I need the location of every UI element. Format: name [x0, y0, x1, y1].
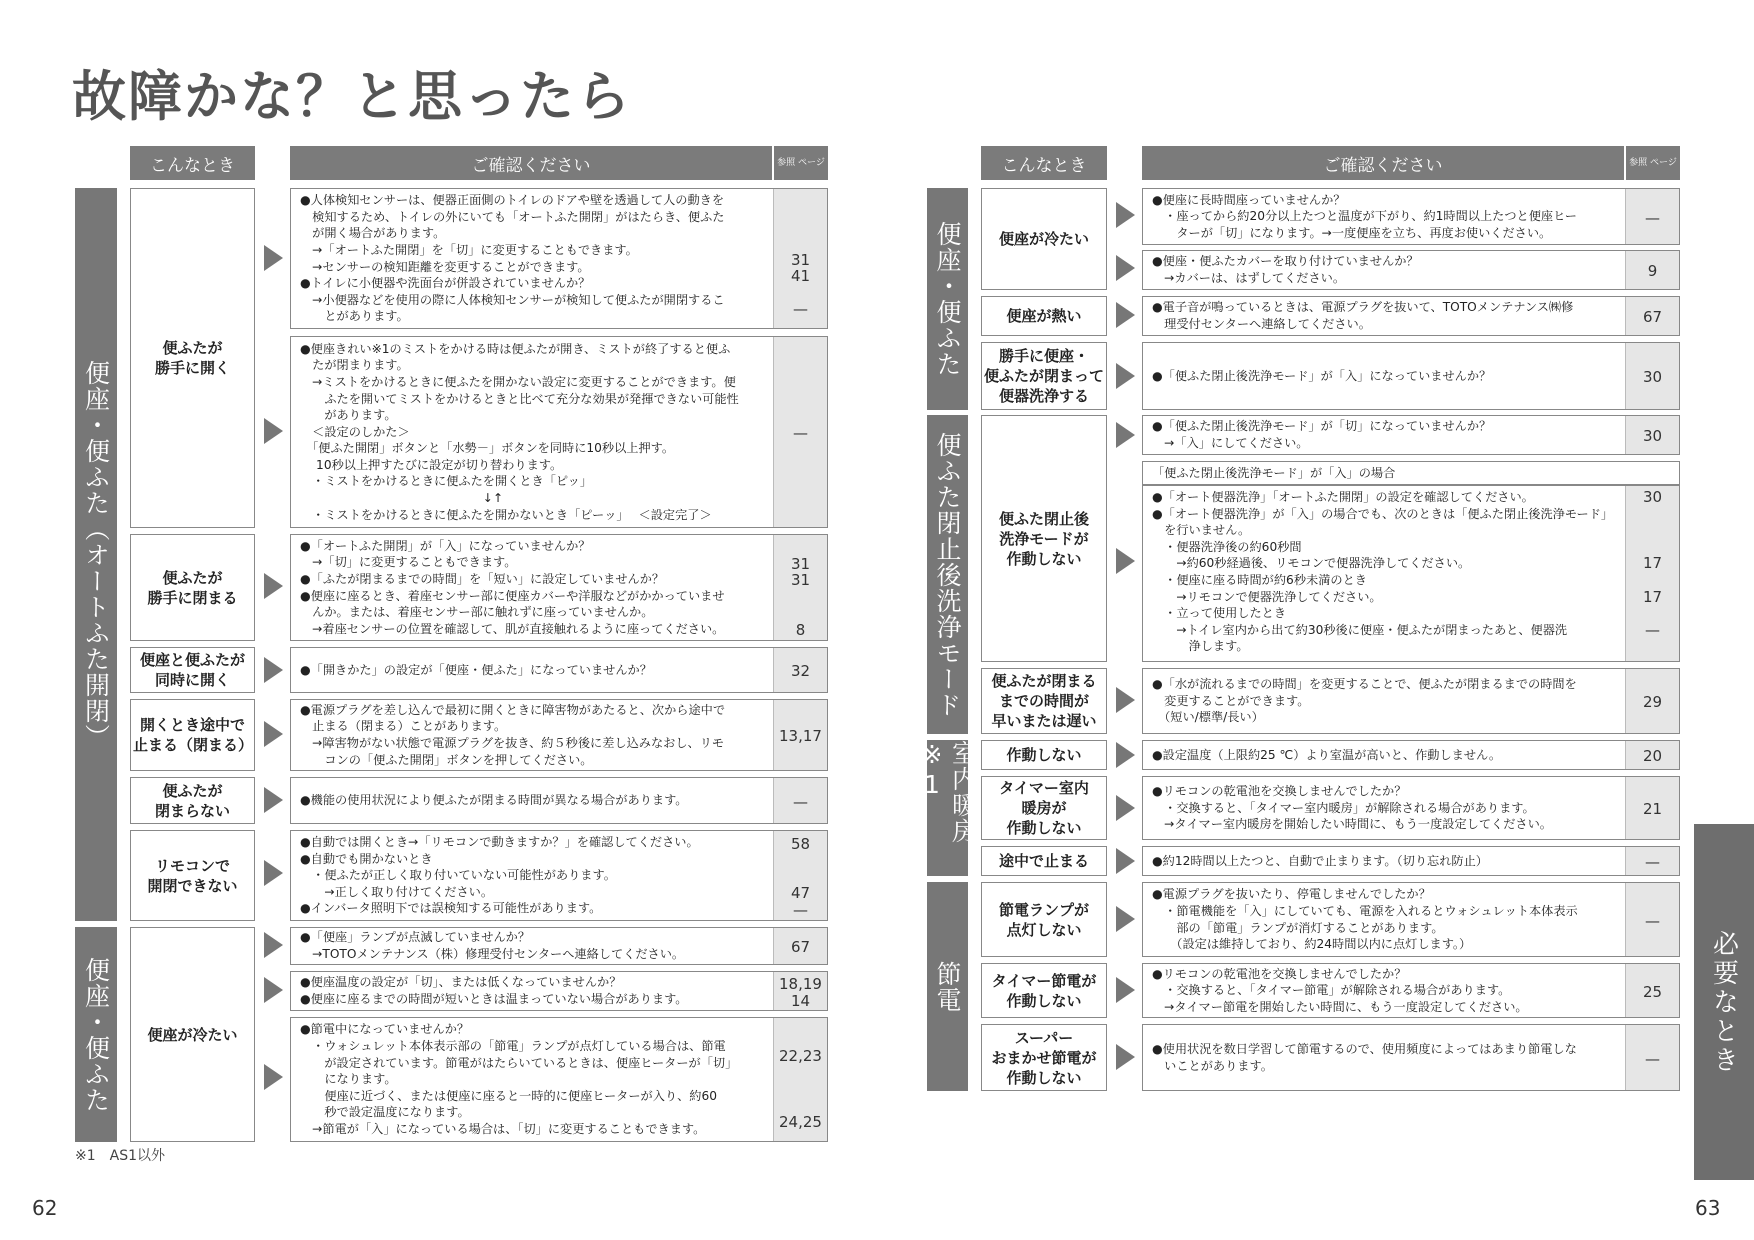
section-label: 節電	[927, 882, 968, 1091]
ref-page: 67	[1625, 297, 1679, 335]
when-cell: 節電ランプが 点灯しない	[981, 882, 1107, 957]
check-box	[1142, 485, 1680, 662]
arrow-icon	[1116, 1044, 1135, 1070]
ref-page: 13,17	[773, 700, 827, 770]
arrow-icon	[264, 418, 283, 444]
when-cell: 便座が熱い	[981, 296, 1107, 336]
when-cell: 便座と便ふたが 同時に開く	[130, 647, 255, 693]
check-text: ●「水が流れるまでの時間」を変更することで、便ふたが閉まるまでの時間を 変更することができます。 （短い/標準/長い）	[1152, 677, 1577, 725]
ref-page: 58 47 —	[773, 831, 827, 920]
section-label: 便座・便ふた	[927, 188, 968, 410]
page-number: 63	[1695, 1196, 1721, 1220]
check-box	[1142, 963, 1680, 1018]
check-box	[1142, 1024, 1680, 1091]
arrow-icon	[1116, 255, 1135, 281]
check-text: ●便座・便ふたカバーを取り付けていませんか？ →カバーは、はずしてください。	[1152, 254, 1419, 285]
ref-page: 25	[1625, 964, 1679, 1017]
header-ref: 参照 ページ	[774, 146, 828, 180]
check-text: ●便座温度の設定が「切」、または低くなっていませんか？ ●便座に座るまでの時間が短いときは温まっていない場合があります。	[300, 975, 688, 1006]
check-box	[1142, 740, 1680, 770]
header-check: ご確認ください	[290, 146, 772, 180]
check-box	[1142, 776, 1680, 840]
check-text: ●電源プラグを抜いたり、停電しませんでしたか？ ・節電機能を「入」にしていても、電源を入れるとウォシュレット本体表示 部の「節電」ランプが消灯することがあります。 （設定は維持しており、約24時間以内に点灯します。）	[1152, 887, 1578, 952]
ref-page: 31 41 —	[773, 189, 827, 328]
section-label: 便座・便ふた（オートふた開閉）	[75, 188, 117, 921]
arrow-icon	[1116, 363, 1135, 389]
check-box	[290, 1017, 828, 1142]
arrow-icon	[1116, 795, 1135, 821]
check-box	[290, 534, 828, 641]
when-cell: 便座が冷たい	[981, 188, 1107, 290]
when-cell: 開くとき途中で 止まる（閉まる）	[130, 699, 255, 771]
section-label: 室内暖房※1	[927, 740, 968, 876]
ref-page: —	[1625, 189, 1679, 244]
check-box	[290, 647, 828, 693]
when-cell: 便ふたが 勝手に開く	[130, 188, 255, 528]
when-cell: タイマー室内 暖房が 作動しない	[981, 776, 1107, 840]
check-box	[1142, 415, 1680, 455]
arrow-icon	[264, 977, 283, 1003]
check-text: ●人体検知センサーは、便器正面側のトイレのドアや壁を透過して人の動きを 検知するため、トイレの外にいても「オートふた開閉」がはたらき、便ふた が開く場合があります。 →「オートふた開閉」を「切」に変更することもできます。 →センサーの検知距離を変更することができます。 ●トイレに小便器や洗面台が併設されていませんか？ →小便器などを使用の際に人体検知センサーが検知して便ふたが開閉するこ とがあります。	[300, 193, 725, 324]
check-text: ●機能の使用状況により便ふたが閉まる時間が異なる場合があります。	[300, 793, 688, 808]
header-ref: 参照 ページ	[1626, 146, 1680, 180]
arrow-icon	[264, 657, 283, 683]
when-cell: 作動しない	[981, 740, 1107, 770]
check-text: ●約12時間以上たつと、自動で止まります。（切り忘れ防止）	[1152, 853, 1488, 868]
check-box	[290, 699, 828, 771]
arrow-icon	[264, 1064, 283, 1090]
when-cell: 便座が冷たい	[130, 927, 255, 1142]
ref-page: 32	[773, 648, 827, 692]
when-cell: リモコンで 開閉できない	[130, 830, 255, 921]
side-tab: 必要なとき	[1694, 824, 1754, 1180]
header-check: ご確認ください	[1142, 146, 1624, 180]
check-box	[1142, 296, 1680, 336]
check-box	[290, 777, 828, 824]
ref-page: —	[1625, 847, 1679, 875]
check-box	[290, 336, 828, 528]
check-box	[1142, 342, 1680, 410]
check-text: ●自動では開くとき→「リモコンで動きますか？」を確認してください。 ●自動でも開かないとき ・便ふたが正しく取り付いていない可能性があります。 →正しく取り付けてください。 ●インバータ照明下では誤検知する可能性があります。	[300, 835, 699, 916]
ref-page: 18,19 14	[773, 972, 827, 1010]
check-text: ●設定温度（上限約25 ℃）より室温が高いと、作動しません。	[1152, 747, 1502, 762]
check-text: ●リモコンの乾電池を交換しませんでしたか？ ・交換すると、「タイマー節電」が解除される場合があります。 →タイマー節電を開始したい時間に、もう一度設定してください。	[1152, 966, 1528, 1014]
ref-page: 30 17 17 —	[1625, 486, 1679, 661]
when-cell: スーパー おまかせ節電が 作動しない	[981, 1024, 1107, 1091]
ref-page: 29	[1625, 669, 1679, 733]
check-text: ●リモコンの乾電池を交換しませんでしたか？ ・交換すると、「タイマー室内暖房」が解除される場合があります。 →タイマー室内暖房を開始したい時間に、もう一度設定してください。	[1152, 784, 1552, 832]
check-text: ●使用状況を数日学習して節電するので、使用頻度によってはあまり節電しな いことがあります。	[1152, 1041, 1577, 1073]
check-text: ●節電中になっていませんか？ ・ウォシュレット本体表示部の「節電」ランプが点灯している場合は、節電 が設定されています。節電がはたらいているときは、便座ヒーターが「切」 になります。 便座に近づく、または便座に座ると一時的に便座ヒーターが入り、約60 秒で設定温度になります。 →節電が「入」になっている場合は、「切」に変更することもできます。	[300, 1022, 738, 1136]
check-text: ●電源プラグを差し込んで最初に開くときに障害物があたると、次から途中で 止まる（閉まる）ことがあります。 →障害物がない状態で電源プラグを抜き、約５秒後に差し込みなおし、リモ コンの「便ふた開閉」ボタンを押してください。	[300, 702, 726, 767]
arrow-icon	[1116, 302, 1135, 328]
arrow-icon	[264, 787, 283, 813]
ref-page: 22,23 24,25	[773, 1018, 827, 1141]
arrow-icon	[1116, 906, 1135, 932]
arrow-icon	[264, 573, 283, 599]
check-box	[1142, 882, 1680, 957]
arrow-icon	[264, 721, 283, 747]
when-cell: タイマー節電が 作動しない	[981, 963, 1107, 1018]
page-title: 故障かな？と思ったら	[72, 65, 632, 128]
ref-page: —	[1625, 1025, 1679, 1090]
check-box	[290, 971, 828, 1011]
check-box	[290, 188, 828, 329]
arrow-icon	[1116, 742, 1135, 768]
arrow-icon	[264, 860, 283, 886]
check-box	[1142, 188, 1680, 245]
check-text: ●便座に長時間座っていませんか？ ・座ってから約20分以上たつと温度が下がり、約1時間以上たつと便座ヒー ターが「切」になります。→一度便座を立ち、再度お使いください。	[1152, 192, 1577, 240]
ref-page: —	[773, 778, 827, 823]
when-cell: 便ふたが 勝手に閉まる	[130, 534, 255, 641]
header-when: こんなとき	[130, 146, 255, 180]
when-cell: 便ふたが閉まる までの時間が 早いまたは遅い	[981, 668, 1107, 734]
footnote: ※1 AS1以外	[75, 1148, 166, 1164]
section-label: 便ふた閉止後洗浄モード	[927, 415, 968, 734]
arrow-icon	[1116, 422, 1135, 448]
check-text: ●「オートふた開閉」が「入」になっていませんか？ →「切」に変更することもできます。 ●「ふたが閉まるまでの時間」を「短い」に設定していませんか？ ●便座に座るとき、着座センサー部に便座カバーや洋服などがかかっていませ んか。または、着座センサー部に触れずに座っていませんか。 →着座センサーの位置を確認して、肌が直接触れるように座ってください。	[300, 538, 725, 636]
ref-page: —	[1625, 883, 1679, 956]
ref-page: —	[773, 337, 827, 527]
arrow-icon	[1116, 548, 1135, 574]
subheader: 「便ふた閉止後洗浄モード」が「入」の場合	[1142, 461, 1680, 485]
page-number: 62	[32, 1196, 58, 1220]
ref-page: 31 31 8	[773, 535, 827, 640]
ref-page: 67	[773, 928, 827, 964]
when-cell: 勝手に便座・ 便ふたが閉まって 便器洗浄する	[981, 342, 1107, 410]
check-text: ●「便ふた閉止後洗浄モード」が「切」になっていませんか？ →「入」にしてください。	[1152, 419, 1492, 450]
when-cell: 途中で止まる	[981, 846, 1107, 876]
when-cell: 便ふた閉止後 洗浄モードが 作動しない	[981, 415, 1107, 662]
header-when: こんなとき	[981, 146, 1107, 180]
check-text: ●電子音が鳴っているときは、電源プラグを抜いて、TOTOメンテナンス㈱修 理受付センターへ連絡してください。	[1152, 300, 1574, 331]
ref-page: 20	[1625, 741, 1679, 769]
ref-page: 30	[1625, 343, 1679, 409]
arrow-icon	[1116, 977, 1135, 1003]
check-box	[290, 830, 828, 921]
check-box	[1142, 668, 1680, 734]
check-text: ●「便ふた閉止後洗浄モード」が「入」になっていませんか？	[1152, 368, 1492, 383]
ref-page: 30	[1625, 416, 1679, 454]
arrow-icon	[264, 245, 283, 271]
when-cell: 便ふたが 閉まらない	[130, 777, 255, 824]
arrow-icon	[264, 932, 283, 958]
check-box	[1142, 846, 1680, 876]
section-label: 便座・便ふた	[75, 927, 117, 1142]
check-box	[1142, 250, 1680, 290]
ref-page: 21	[1625, 777, 1679, 839]
arrow-icon	[1116, 687, 1135, 713]
arrow-icon	[1116, 848, 1135, 874]
ref-page: 9	[1625, 251, 1679, 289]
check-box	[290, 927, 828, 965]
arrow-icon	[1116, 202, 1135, 228]
check-text: ●「便座」ランプが点滅していませんか？ →TOTOメンテナンス（株）修理受付センターへ連絡してください。	[300, 930, 685, 961]
check-text: ●「オート便器洗浄」「オートふた開閉」の設定を確認してください。 ●「オート便器洗浄」が「入」の場合でも、次のときは「便ふた閉止後洗浄モード」 を行いません。 ・便器洗浄後の約60秒間 →約60秒経過後、リモコンで便器洗浄してください。 ・便座に座る時間が約6秒未満のとき →リモコンで便器洗浄してください。 ・立って使用したとき →トイレ室内から出て約30秒後に便座・便ふたが閉まったあと、便器洗 浄します。	[1152, 490, 1614, 654]
check-text: ●「開きかた」の設定が「便座・便ふた」になっていませんか？	[300, 662, 652, 677]
check-text: ●便座きれい※1のミストをかける時は便ふたが開き、ミストが終了すると便ふ たが閉まります。 →ミストをかけるときに便ふたを開かない設定に変更することができます。便 ふたを開いてミストをかけるときと比べて充分な効果が発揮できない可能性 があります。 ＜設定のしかた＞ 「便ふた開閉」ボタンと「水勢－」ボタンを同時に10秒以上押す。 10秒以上押すたびに設定が切り替わります。 ・ミストをかけるときに便ふたを開くとき「ピッ」 ↓↑ ・ミストをかけるときに便ふたを開かないとき「ピーッ」 ＜設定完了＞	[300, 341, 739, 522]
